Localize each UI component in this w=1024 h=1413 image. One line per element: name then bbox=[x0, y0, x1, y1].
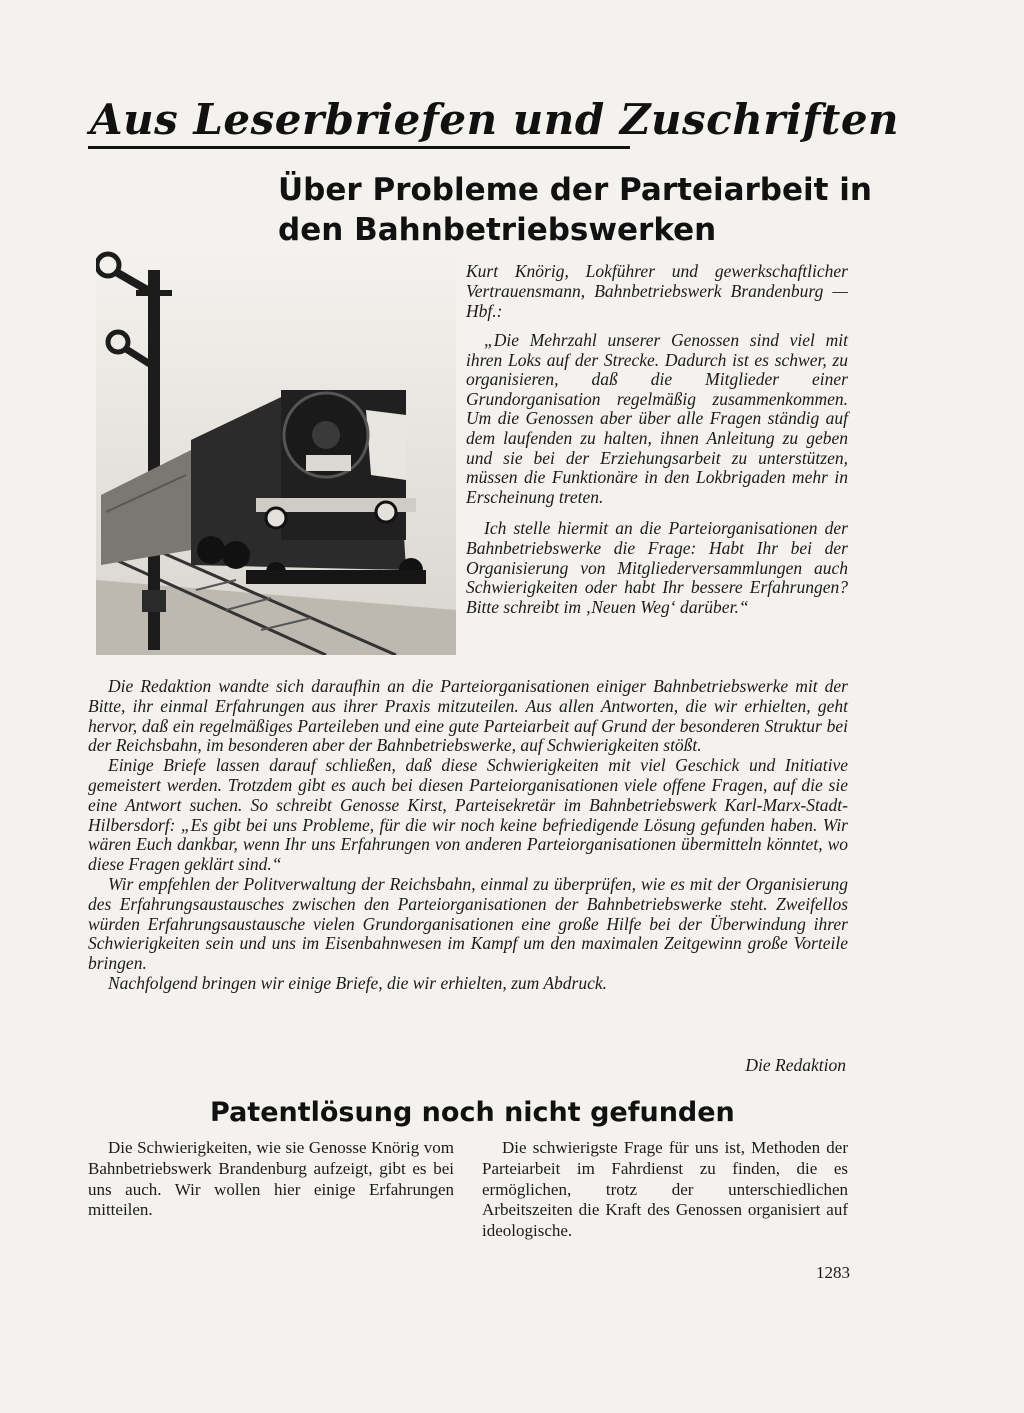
body-paragraph: Die Schwierigkeiten, wie sie Genosse Knörig vom Bahnbetriebswerk Brandenburg aufzeigt, gibt es bei uns auch. Wir wollen hier einige Erfahrungen mitteilen. bbox=[88, 1138, 454, 1220]
article2-left-column bbox=[88, 1138, 454, 1221]
header-rule bbox=[88, 146, 630, 149]
editorial-note bbox=[88, 677, 848, 994]
editorial-paragraph: Wir empfehlen der Politverwaltung der Reichsbahn, einmal zu überprüfen, wie es mit der Organisierung des Erfahrungsaustausches zwischen den Parteiorganisationen der Bahnbetriebswerke steht. Zweifellos würden Erfahrungsaustausche vielen Grundorganisationen eine große Hilfe bei der Überwindung ihrer Schwierigkeiten sein und uns im Eisenbahnwesen im Kampf um den maximalen Zeitgewinn große Vorteile bringen. bbox=[88, 873, 848, 974]
quote-paragraph: Ich stelle hiermit an die Parteiorganisationen der Bahnbetriebswerke die Frage: Habt Ihr bei der Organisierung von Mitgliederversammlungen auch Schwierigkeiten oder habt Ihr bessere Erfahrungen? Bitte schreibt im ‚Neuen Weg‘ darüber.“ bbox=[466, 518, 848, 617]
body-paragraph: Die schwierigste Frage für uns ist, Methoden der Parteiarbeit im Fahrdienst zu finden, die es ermöglichen, trotz der unterschiedlichen Arbeitszeiten die Kraft des Genossen organisiert auf ideologische. bbox=[482, 1138, 848, 1241]
reader-letter-quote bbox=[466, 331, 848, 629]
page-number: 1283 bbox=[816, 1263, 850, 1282]
article-title-2: Patentlösung noch nicht gefunden bbox=[210, 1097, 735, 1128]
editorial-signature: Die Redaktion bbox=[745, 1055, 846, 1075]
article-byline: Kurt Knörig, Lokführer und gewerkschaftlicher Vertrauensmann, Bahnbetriebswerk Brandenburg — Hbf.: bbox=[466, 261, 848, 321]
editorial-paragraph: Die Redaktion wandte sich daraufhin an die Parteiorganisationen einiger Bahnbetriebswerke mit der Bitte, ihr einmal Erfahrungen aus ihrer Praxis mitzuteilen. Aus allen Antworten, die wir erhielten, geht hervor, daß ein regelmäßiges Parteileben und eine gute Parteiarbeit auf Grund der besonderen Struktur bei der Reichsbahn, im besonderen aber der Bahnbetriebswerke, auf Schwierigkeiten stößt. bbox=[88, 676, 848, 756]
editorial-paragraph: Einige Briefe lassen darauf schließen, daß diese Schwierigkeiten mit viel Geschick und Initiative gemeistert werden. Trotzdem gibt es auch bei diesen Parteiorganisationen viele offene Fragen, auf die sie eine Antwort suchen. So schreibt Genosse Kirst, Parteisekretär im Bahnbetriebswerk Karl-Marx-Stadt-Hilbersdorf: „Es gibt bei uns Probleme, für die wir noch keine befriedigende Lösung gefunden haben. Wir wären Euch dankbar, wenn Ihr uns Erfahrungen von anderen Parteiorganisationen übermitteln könntet, wo diese Fragen geklärt sind.“ bbox=[88, 755, 848, 875]
editorial-paragraph: Nachfolgend bringen wir einige Briefe, die wir erhielten, zum Abdruck. bbox=[108, 972, 608, 993]
section-header: Aus Leserbriefen und Zuschriften bbox=[90, 95, 900, 144]
locomotive-photo bbox=[96, 250, 456, 655]
quote-paragraph: „Die Mehrzahl unserer Genossen sind viel mit ihren Loks auf der Strecke. Dadurch ist es schwer, zu organisieren, daß die Mitglieder einer Grundorganisation regelmäßig zusammenkommen. Um die Genossen aber über alle Fragen ständig auf dem laufenden zu halten, ihnen Anleitung zu geben und sie bei der Erziehungsarbeit zu unterstützen, müssen die Funktionäre in den Lokbrigaden mehr in Erscheinung treten. bbox=[466, 330, 848, 507]
article-title: Über Probleme der Parteiarbeit in den Bahnbetriebswerken bbox=[278, 172, 872, 248]
article2-right-column bbox=[482, 1138, 848, 1242]
